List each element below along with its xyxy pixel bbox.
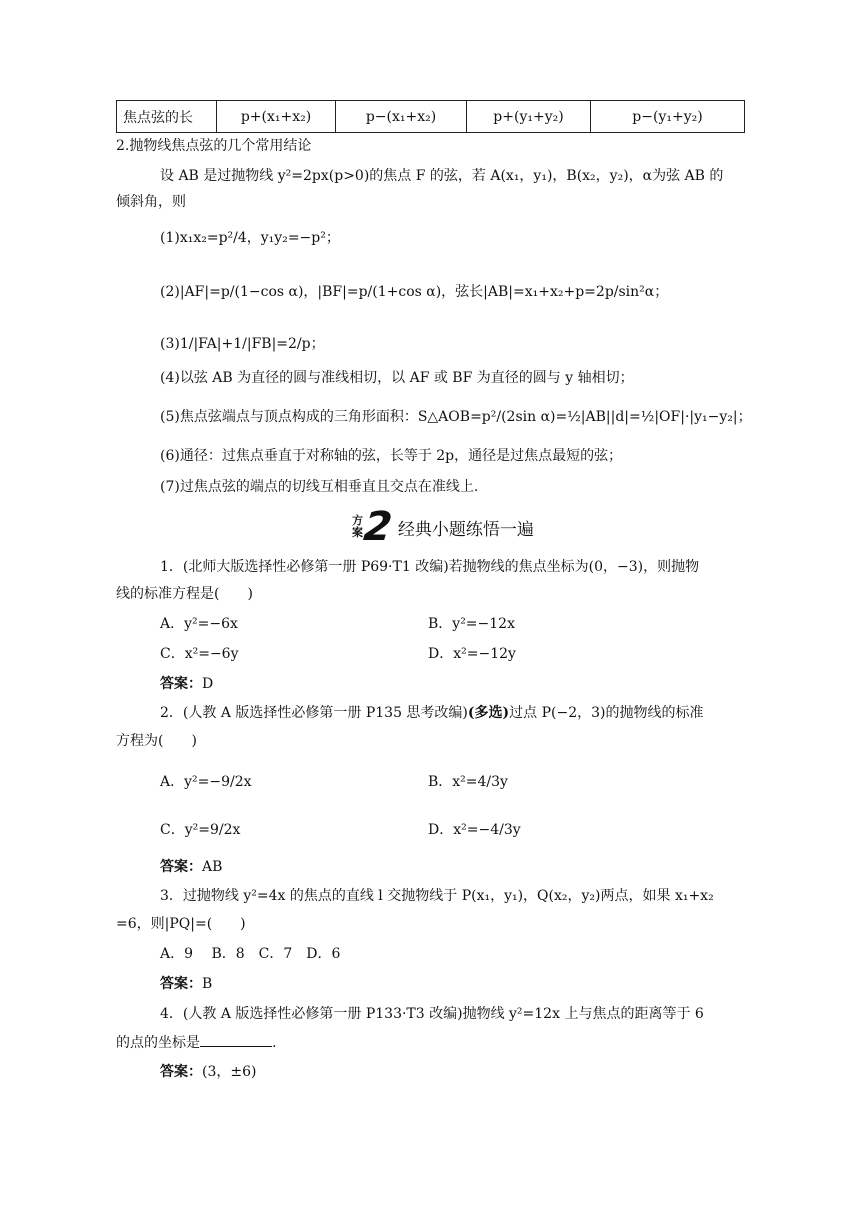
answer-line xyxy=(160,974,212,994)
table-cell: p+(y₁+y₂) xyxy=(467,101,591,133)
question-text: 3．过抛物线 y²=4x 的焦点的直线 l 交抛物线于 P(x₁，y₁)，Q(x₂，y₂)两点，如果 x₁+x₂ xyxy=(160,888,714,904)
banner-number: 2 xyxy=(361,504,395,550)
conclusion-item: (7)过焦点弦的端点的切线互相垂直且交点在准线上. xyxy=(160,479,479,495)
answer-value: D xyxy=(202,676,214,692)
question-text: =6，则|PQ|=( ) xyxy=(116,916,246,932)
table-cell: p+(x₁+x₂) xyxy=(217,101,336,133)
option-b: B．y²=−12x xyxy=(428,616,515,632)
answer-value: B xyxy=(202,976,213,992)
answer-label: 答案： xyxy=(160,976,202,992)
banner-tag-bottom: 案 xyxy=(352,526,363,539)
option-d: D．x²=−4/3y xyxy=(428,822,521,838)
conclusion-item: (2)|AF|=p/(1−cos α)，|BF|=p/(1+cos α)，弦长|AB|=x₁+x₂+p=2p/sin²α； xyxy=(160,284,669,300)
conclusion-item: (3)1/|FA|+1/|FB|=2/p； xyxy=(160,336,325,352)
question-text: 4．(人教 A 版选择性必修第一册 P133·T3 改编)抛物线 y²=12x 上与焦点的距离等于 6 xyxy=(160,1006,704,1022)
multi-select-tag: (多选) xyxy=(467,705,510,721)
answer-label: 答案： xyxy=(160,1064,202,1080)
answer-line xyxy=(160,1062,256,1082)
answer-label: 答案： xyxy=(160,676,202,692)
question-text xyxy=(160,703,703,723)
question-text: 方程为( ) xyxy=(116,733,197,749)
question-body: 过点 P(−2，3)的抛物线的标准 xyxy=(509,705,704,721)
intro-text: 设 AB 是过抛物线 y²=2px(p>0)的焦点 F 的弦，若 A(x₁，y₁)，B(x₂，y₂)，α为弦 AB 的 xyxy=(160,168,724,184)
banner-title: 经典小题练悟一遍 xyxy=(397,519,534,540)
option-a: A．y²=−6x xyxy=(160,616,238,632)
conclusion-item: (5)焦点弦端点与顶点构成的三角形面积：S△AOB=p²/(2sin α)=½|AB||d|=½|OF|·|y₁−y₂|； xyxy=(160,409,752,425)
table-cell: p−(x₁+x₂) xyxy=(336,101,467,133)
option-b: B．x²=4/3y xyxy=(428,774,508,790)
question-end: . xyxy=(272,1035,277,1051)
answer-label: 答案： xyxy=(160,859,202,875)
intro-text: 倾斜角，则 xyxy=(116,194,186,210)
focal-chord-table xyxy=(116,100,745,133)
option-d: D．x²=−12y xyxy=(428,646,516,662)
section-banner xyxy=(352,506,534,548)
answer-value: (3，±6) xyxy=(202,1064,257,1080)
conclusion-item: (6)通径：过焦点垂直于对称轴的弦，长等于 2p，通径是过焦点最短的弦； xyxy=(160,448,623,464)
question-body: 的点的坐标是 xyxy=(116,1035,200,1051)
question-source: 2．(人教 A 版选择性必修第一册 P135 思考改编) xyxy=(160,705,468,721)
option-a: A．y²=−9/2x xyxy=(160,774,252,790)
answer-value: AB xyxy=(202,859,223,875)
section-heading: 2.抛物线焦点弦的几个常用结论 xyxy=(116,138,312,154)
conclusion-item: (1)x₁x₂=p²/4，y₁y₂=−p²； xyxy=(160,230,340,246)
question-text xyxy=(116,1032,276,1053)
table-row-label: 焦点弦的长 xyxy=(117,101,217,133)
table-cell: p−(y₁+y₂) xyxy=(591,101,745,133)
option-c: C．y²=9/2x xyxy=(160,822,241,838)
banner-tag-top: 方 xyxy=(352,514,363,527)
table-row xyxy=(117,101,745,133)
banner-tag xyxy=(352,515,363,539)
answer-line xyxy=(160,857,222,877)
option-c: C．x²=−6y xyxy=(160,646,239,662)
question-text: 1．(北师大版选择性必修第一册 P69·T1 改编)若抛物线的焦点坐标为(0，−3)，则抛物 xyxy=(160,559,700,575)
conclusion-item: (4)以弦 AB 为直径的圆与准线相切，以 AF 或 BF 为直径的圆与 y 轴相切； xyxy=(160,370,634,386)
question-text: 线的标准方程是( ) xyxy=(116,586,253,602)
answer-line xyxy=(160,674,213,694)
question-options: A．9 B．8 C．7 D．6 xyxy=(160,946,341,962)
answer-blank xyxy=(200,1032,272,1047)
